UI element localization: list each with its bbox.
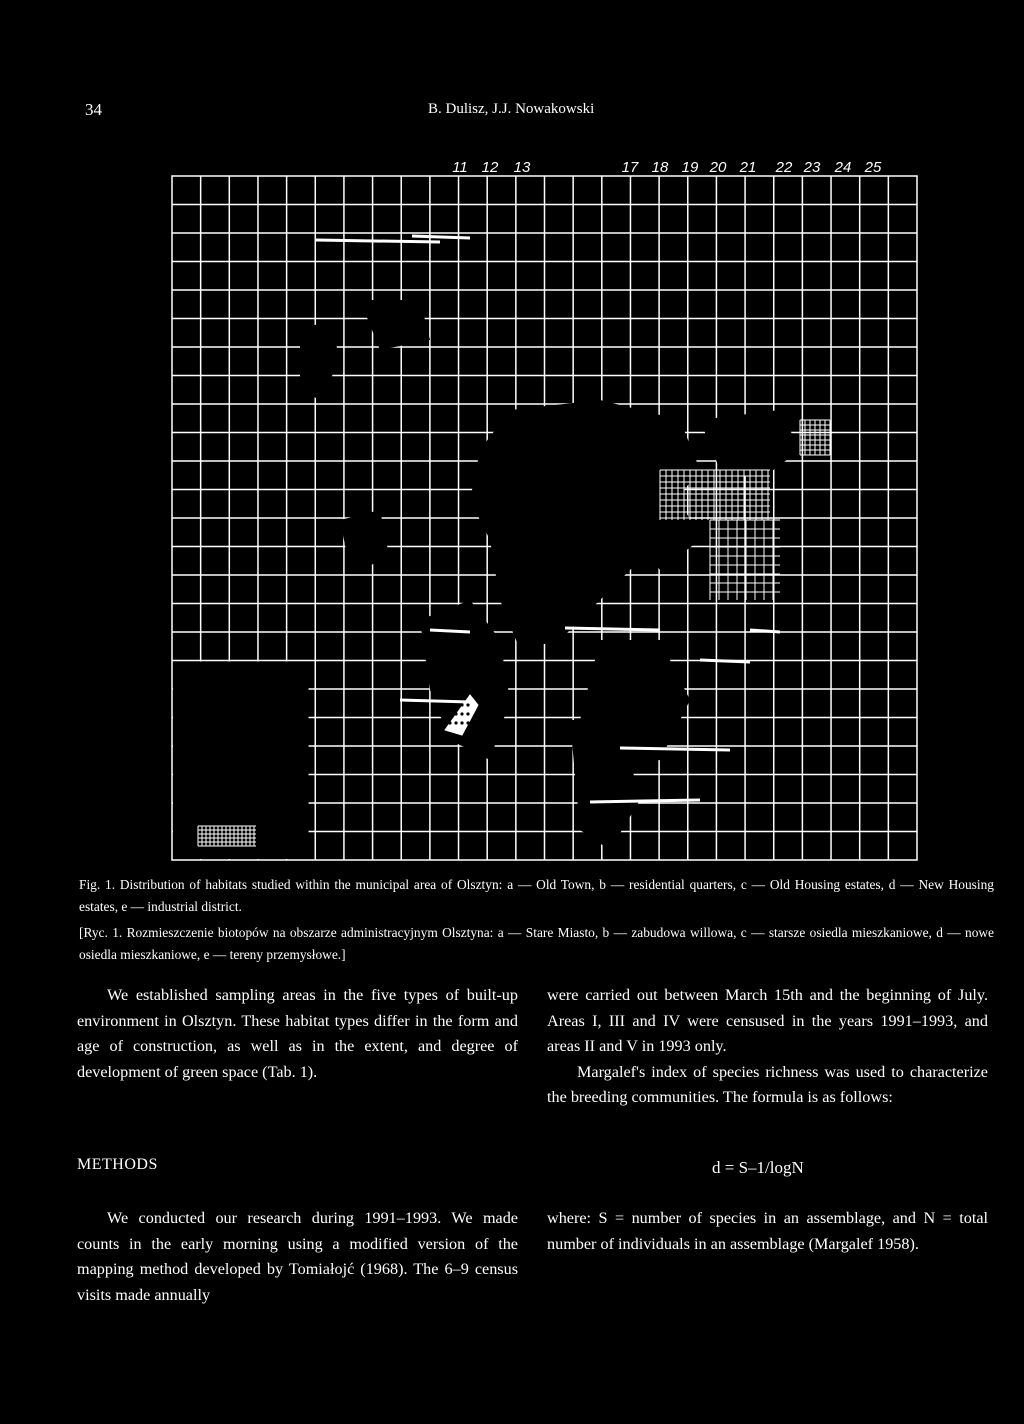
grid-column-label: 23 <box>803 159 821 176</box>
urban-blob <box>300 320 340 400</box>
habitat-boundary <box>430 630 470 632</box>
urban-blob <box>340 510 390 570</box>
grid-column-label: 22 <box>775 159 793 176</box>
habitat-boundary <box>412 236 470 238</box>
page-number: 34 <box>85 100 102 119</box>
dot <box>448 721 451 724</box>
running-head-authors: B. Dulisz, J.J. Nowakowski <box>428 101 595 117</box>
grid-column-label: 18 <box>651 159 669 176</box>
habitat-boundary <box>316 240 440 242</box>
dot <box>454 703 457 706</box>
habitat-boundary <box>400 700 470 702</box>
dot <box>454 712 457 715</box>
grid-column-label: 21 <box>739 159 757 176</box>
grid-column-label: 19 <box>681 159 699 176</box>
margalef-formula: d = S–1/logN <box>712 1158 804 1177</box>
blank-block <box>173 662 309 860</box>
grid-column-label: 17 <box>621 159 639 176</box>
intro-paragraph <box>77 983 518 1085</box>
dot <box>448 703 451 706</box>
grid-column-label: 13 <box>513 159 531 176</box>
grid-column-label: 20 <box>709 159 727 176</box>
dot <box>454 721 457 724</box>
methods-text: We conducted our research during 1991–1993. We made counts in the early morning using a modified version of the mapping method developed by Tomiałojć (1968). The 6–9 census visits made annually <box>77 1209 518 1304</box>
habitat-boundary <box>590 800 700 802</box>
habitat-boundary <box>565 628 660 630</box>
dot <box>460 703 463 706</box>
grid-column-labels <box>452 159 882 176</box>
grid-column-label: 25 <box>864 159 882 176</box>
habitat-boundary <box>700 660 750 662</box>
urban-blob <box>420 600 510 760</box>
dot <box>466 712 469 715</box>
dot <box>466 721 469 724</box>
habitat-boundary <box>620 748 730 750</box>
dot <box>460 712 463 715</box>
grid-column-label: 24 <box>834 159 852 176</box>
census-continuation-text: were carried out between March 15th and the beginning of July. Areas I, III and IV were censused in the years 1991–1993, and areas II and V in 1993 only. <box>547 986 988 1055</box>
dot <box>448 712 451 715</box>
grid-column-label: 12 <box>481 159 499 176</box>
figure-caption-polish: [Ryc. 1. Rozmieszczenie biotopów na obszarze administracyjnym Olsztyna: a — Stare Miasto, b — zabudowa willowa, c — starsze osiedla mieszkaniowe, d — nowe osiedla mieszkaniowe, e — tereny przemysłowe.] <box>79 925 994 962</box>
right-column-top <box>547 983 988 1111</box>
urban-blob <box>360 300 430 350</box>
figure-caption-english: Fig. 1. Distribution of habitats studied within the municipal area of Olsztyn: a — Old Town, b — residential quarters, c — Old Housing estates, d — New Housing estates, e — industrial district. <box>79 877 994 914</box>
dot <box>466 703 469 706</box>
margalef-text: Margalef's index of species richness was used to characterize the breeding communities. The formula is as follows: <box>547 1062 988 1106</box>
grid-column-label: 11 <box>452 159 468 176</box>
intro-text: We established sampling areas in the five types of built-up environment in Olsztyn. These habitat types differ in the form and age of construction, as well as in the extent, and degree of development of green space (Tab. 1). <box>77 986 518 1081</box>
methods-paragraph <box>77 1206 518 1308</box>
habitat-boundary <box>750 630 780 632</box>
formula-definitions <box>547 1206 988 1257</box>
methods-heading: METHODS <box>77 1156 158 1173</box>
dot <box>460 721 463 724</box>
definitions-text: where: S = number of species in an assemblage, and N = total number of individuals in an assemblage (Margalef 1958). <box>547 1209 988 1253</box>
